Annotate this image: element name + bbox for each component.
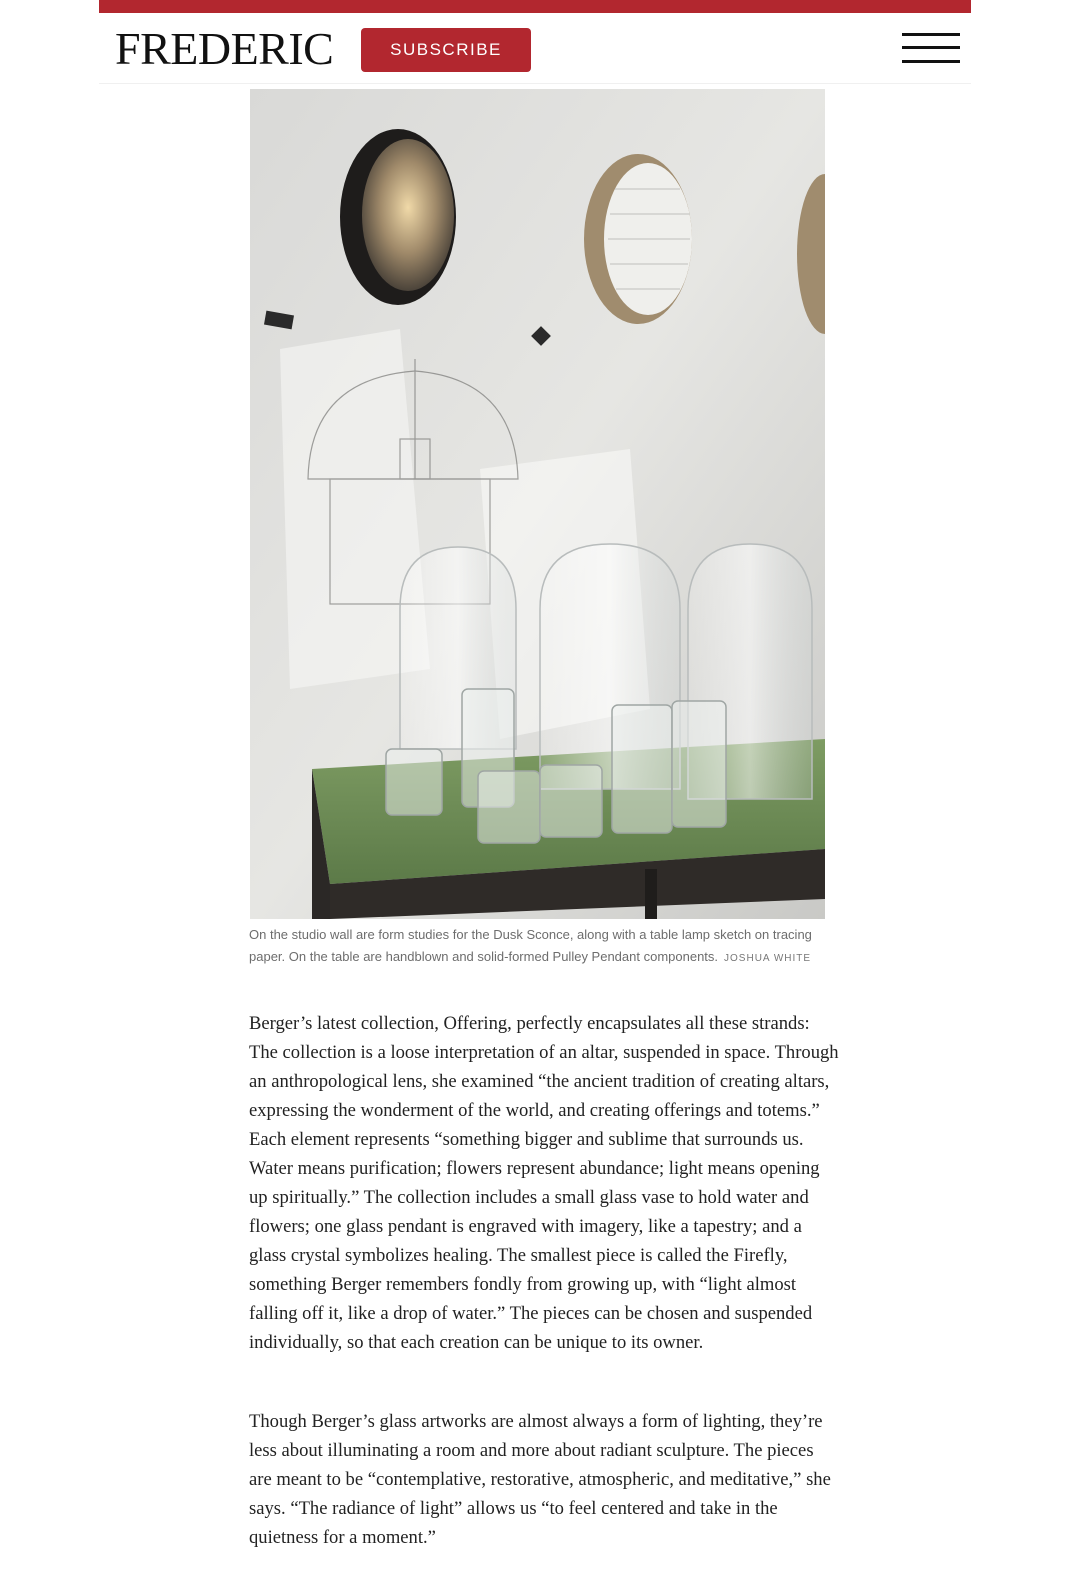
menu-line — [902, 33, 960, 36]
subscribe-button[interactable]: SUBSCRIBE — [361, 28, 531, 72]
brand-top-bar — [99, 0, 971, 13]
article-paragraph-2: Though Berger’s glass artworks are almost always a form of lighting, they’re less about illuminating a room and more about radiant sculpture. The pieces are meant to be “contemplative, restorative, atmospheric, and meditative,” she says. “The radiance of light” allows us “to feel centered and take in the quietness for a moment.” — [249, 1411, 831, 1548]
hamburger-menu-icon[interactable] — [902, 30, 960, 68]
menu-line — [902, 60, 960, 63]
site-header — [99, 13, 971, 84]
photo-caption — [249, 924, 829, 969]
menu-line — [902, 46, 960, 49]
studio-photo-illustration — [250, 89, 825, 919]
site-logo[interactable]: FREDERIC — [115, 23, 334, 74]
article-paragraph-1: Berger’s latest collection, Offering, perfectly encapsulates all these strands: The collection is a loose interpretation of an altar, suspended in space. Through an anthropological lens, she examined “the ancient tradition of creating altars, expressing the wonderment of the world, and creating offerings and totems.” Each element represents “something bigger and sublime that surrounds us. Water means purification; flowers represent abundance; light means opening up spiritually.” The collection includes a small glass vase to hold water and flowers; one glass pendant is engraved with imagery, like a tapestry; and a glass crystal symbolizes healing. The smallest piece is called the Firefly, something Berger remembers fondly from growing up, with “light almost falling off it, like a drop of water.” The pieces can be chosen and suspended individually, so that each creation can be unique to its owner. — [249, 1013, 839, 1353]
photo-credit: JOSHUA WHITE — [724, 952, 812, 964]
article-photo — [250, 89, 825, 919]
caption-text: On the studio wall are form studies for the Dusk Sconce, along with a table lamp sketch on tracing paper. On the table are handblown and solid-formed Pulley Pendant components. — [249, 927, 812, 964]
